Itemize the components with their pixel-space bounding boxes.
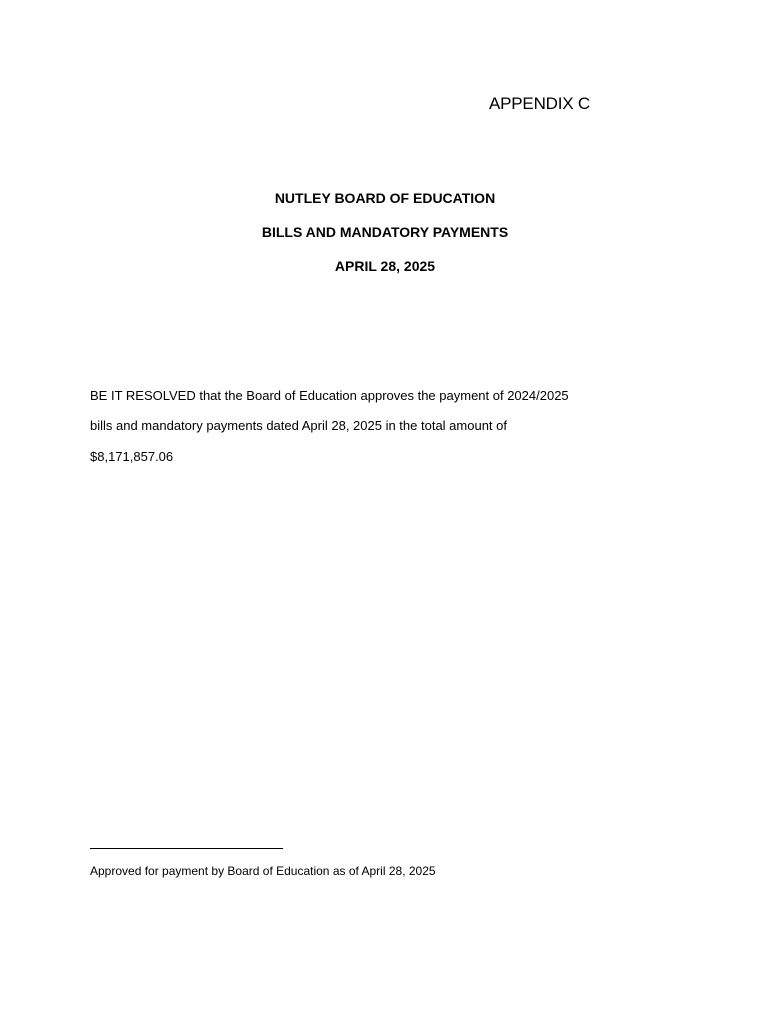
- resolution-total-amount: $8,171,857.06: [90, 449, 174, 464]
- date-heading: APRIL 28, 2025: [334, 258, 436, 274]
- approval-note: Approved for payment by Board of Education as of April 28, 2025: [90, 864, 436, 878]
- appendix-label: APPENDIX C: [489, 94, 590, 113]
- resolution-line-1: BE IT RESOLVED that the Board of Education approves the payment of 2024/2025: [90, 388, 569, 403]
- organization-heading: NUTLEY BOARD OF EDUCATION: [274, 190, 496, 206]
- document-title-heading: BILLS AND MANDATORY PAYMENTS: [261, 224, 509, 240]
- signature-line: [90, 848, 283, 849]
- resolution-line-2: bills and mandatory payments dated April 28, 2025 in the total amount of: [90, 418, 507, 433]
